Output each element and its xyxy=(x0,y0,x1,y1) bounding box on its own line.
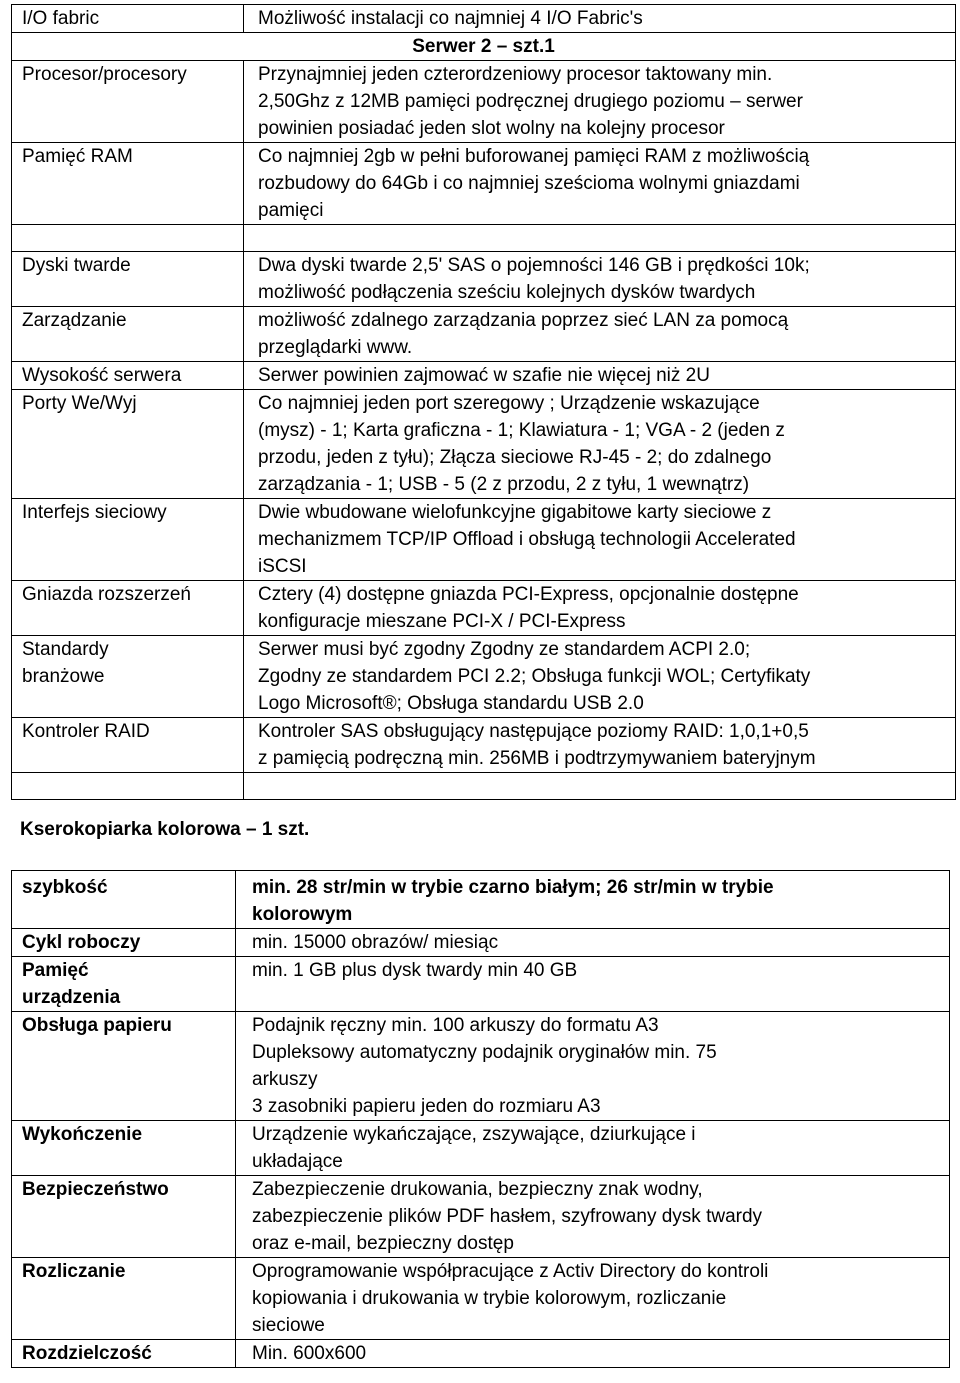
table-row xyxy=(12,957,950,1012)
spec-label: Gniazda rozszerzeń xyxy=(12,581,244,636)
spec-value-line: z pamięcią podręczną min. 256MB i podtrzymywaniem bateryjnym xyxy=(258,748,816,769)
spec-value-line: konfiguracje mieszane PCI-X / PCI-Express xyxy=(258,611,626,632)
spec-value xyxy=(244,390,956,499)
spec-value-line: Dwa dyski twarde 2,5' SAS o pojemności 146 GB i prędkości 10k; xyxy=(258,255,810,276)
spec-value-line: Dupleksowy automatyczny podajnik oryginałów min. 75 xyxy=(252,1042,717,1063)
table-row xyxy=(12,1121,950,1176)
spec-value-line: pamięci xyxy=(258,200,324,221)
table-row xyxy=(12,1012,950,1121)
copier-spec-table xyxy=(11,870,950,1368)
spec-value xyxy=(236,1258,950,1340)
spec-value-line: (mysz) - 1; Karta graficzna - 1; Klawiatura - 1; VGA - 2 (jeden z xyxy=(258,420,785,441)
spec-value-line: Zgodny ze standardem PCI 2.2; Obsługa funkcji WOL; Certyfikaty xyxy=(258,666,811,687)
table-row xyxy=(12,1258,950,1340)
spec-value-line: zarządzania - 1; USB - 5 (2 z przodu, 2 z tyłu, 1 wewnątrz) xyxy=(258,474,750,495)
spec-value-line: zabezpieczenie plików PDF hasłem, szyfrowany dysk twardy xyxy=(252,1206,763,1227)
copier-heading: Kserokopiarka kolorowa – 1 szt. xyxy=(20,819,310,840)
table-row xyxy=(12,1340,950,1368)
spec-value xyxy=(236,957,950,1012)
spec-value xyxy=(244,636,956,718)
spec-label: Cykl roboczy xyxy=(12,929,236,957)
spec-label: Dyski twarde xyxy=(12,252,244,307)
spec-value xyxy=(244,581,956,636)
spec-value-line: arkuszy xyxy=(252,1069,318,1090)
spec-value-line: 2,50Ghz z 12MB pamięci podręcznej drugiego poziomu – serwer xyxy=(258,91,803,112)
spec-value xyxy=(236,871,950,929)
spec-label: Standardy branżowe xyxy=(12,636,244,718)
section-header-row xyxy=(12,33,956,61)
spec-value-line: Zabezpieczenie drukowania, bezpieczny znak wodny, xyxy=(252,1179,703,1200)
spec-value xyxy=(236,1176,950,1258)
spec-value xyxy=(244,499,956,581)
spec-value-line: oraz e-mail, bezpieczny dostęp xyxy=(252,1233,514,1254)
spec-value-line: przodu, jeden z tyłu); Złącza sieciowe RJ-45 - 2; do zdalnego xyxy=(258,447,772,468)
spec-label: Porty We/Wyj xyxy=(12,390,244,499)
spec-value: Możliwość instalacji co najmniej 4 I/O Fabric's xyxy=(244,5,956,33)
table-row xyxy=(12,636,956,718)
spec-label: szybkość xyxy=(12,871,236,929)
spec-value-line: rozbudowy do 64Gb i co najmniej sześcioma wolnymi gniazdami xyxy=(258,173,800,194)
spec-value-line: iSCSI xyxy=(258,556,307,577)
spec-label: Rozliczanie xyxy=(12,1258,236,1340)
spec-value xyxy=(244,362,956,390)
spec-value-line: sieciowe xyxy=(252,1315,325,1336)
table-row xyxy=(12,581,956,636)
spec-value-line: Serwer powinien zajmować w szafie nie więcej niż 2U xyxy=(258,365,710,386)
spec-value-line: kolorowym xyxy=(252,904,353,925)
spec-value xyxy=(244,61,956,143)
spec-value-line: możliwość podłączenia sześciu kolejnych dysków twardych xyxy=(258,282,756,303)
spec-value-line: powinien posiadać jeden slot wolny na kolejny procesor xyxy=(258,118,725,139)
spec-value-line: min. 15000 obrazów/ miesiąc xyxy=(252,932,499,953)
spec-label: Interfejs sieciowy xyxy=(12,499,244,581)
spec-value xyxy=(244,252,956,307)
spec-value xyxy=(236,1121,950,1176)
table-row xyxy=(12,929,950,957)
spec-label: Wysokość serwera xyxy=(12,362,244,390)
copier-spec-rows xyxy=(12,871,950,1368)
table-row xyxy=(12,1176,950,1258)
spec-label: Bezpieczeństwo xyxy=(12,1176,236,1258)
spec-label: Pamięć urządzenia xyxy=(12,957,236,1012)
spacer-cell xyxy=(12,773,244,800)
spec-label: Rozdzielczość xyxy=(12,1340,236,1368)
section-title: Serwer 2 – szt.1 xyxy=(12,33,956,61)
table-row xyxy=(12,390,956,499)
spec-value xyxy=(244,143,956,225)
spec-label: Zarządzanie xyxy=(12,307,244,362)
table-row xyxy=(12,5,956,33)
spec-value-line: Dwie wbudowane wielofunkcyjne gigabitowe karty sieciowe z xyxy=(258,502,772,523)
spec-value-line: min. 28 str/min w trybie czarno białym; 26 str/min w trybie xyxy=(252,877,774,898)
table-row xyxy=(12,307,956,362)
spacer-cell xyxy=(244,773,956,800)
spec-value-line: kopiowania i drukowania w trybie kolorowym, rozliczanie xyxy=(252,1288,727,1309)
spec-value-line: Podajnik ręczny min. 100 arkuszy do formatu A3 xyxy=(252,1015,659,1036)
table-row xyxy=(12,143,956,225)
spec-label: Pamięć RAM xyxy=(12,143,244,225)
spec-label: Procesor/procesory xyxy=(12,61,244,143)
server-spec-table xyxy=(11,4,956,800)
spec-value-line: możliwość zdalnego zarządzania poprzez sieć LAN za pomocą xyxy=(258,310,789,331)
spec-value-line: Cztery (4) dostępne gniazda PCI-Express, opcjonalnie dostępne xyxy=(258,584,799,605)
table-row xyxy=(12,718,956,773)
server-spec-rows xyxy=(12,61,956,773)
spec-value-line: Co najmniej 2gb w pełni buforowanej pamięci RAM z możliwością xyxy=(258,146,810,167)
spec-value-line: mechanizmem TCP/IP Offload i obsługą technologii Accelerated xyxy=(258,529,796,550)
spec-value xyxy=(236,1012,950,1121)
table-row xyxy=(12,61,956,143)
spec-value-line: Min. 600x600 xyxy=(252,1343,367,1364)
spec-value-line: min. 1 GB plus dysk twardy min 40 GB xyxy=(252,960,578,981)
spec-value-line: Logo Microsoft®; Obsługa standardu USB 2.0 xyxy=(258,693,644,714)
spec-label: Wykończenie xyxy=(12,1121,236,1176)
spec-value-line: układające xyxy=(252,1151,343,1172)
spec-value-line: Przynajmniej jeden czterordzeniowy procesor taktowany min. xyxy=(258,64,773,85)
spec-value-line: Serwer musi być zgodny Zgodny ze standardem ACPI 2.0; xyxy=(258,639,751,660)
spec-label: I/O fabric xyxy=(12,5,244,33)
spec-value xyxy=(244,307,956,362)
table-row xyxy=(12,362,956,390)
spec-value-line: Kontroler SAS obsługujący następujące poziomy RAID: 1,0,1+0,5 xyxy=(258,721,809,742)
spec-value xyxy=(244,718,956,773)
table-row xyxy=(12,499,956,581)
spacer-row xyxy=(12,225,956,252)
spec-value-line: Co najmniej jeden port szeregowy ; Urządzenie wskazujące xyxy=(258,393,760,414)
spec-value-line: 3 zasobniki papieru jeden do rozmiaru A3 xyxy=(252,1096,601,1117)
spacer-row xyxy=(12,773,956,800)
spec-value-line: Urządzenie wykańczające, zszywające, dziurkujące i xyxy=(252,1124,696,1145)
table-row xyxy=(12,871,950,929)
spec-value xyxy=(236,929,950,957)
spec-label: Obsługa papieru xyxy=(12,1012,236,1121)
spacer-cell xyxy=(12,225,244,252)
spec-value xyxy=(236,1340,950,1368)
spec-label: Kontroler RAID xyxy=(12,718,244,773)
spec-value-line: przeglądarki www. xyxy=(258,337,413,358)
spacer-cell xyxy=(244,225,956,252)
table-row xyxy=(12,252,956,307)
spec-value-line: Oprogramowanie współpracujące z Activ Directory do kontroli xyxy=(252,1261,769,1282)
